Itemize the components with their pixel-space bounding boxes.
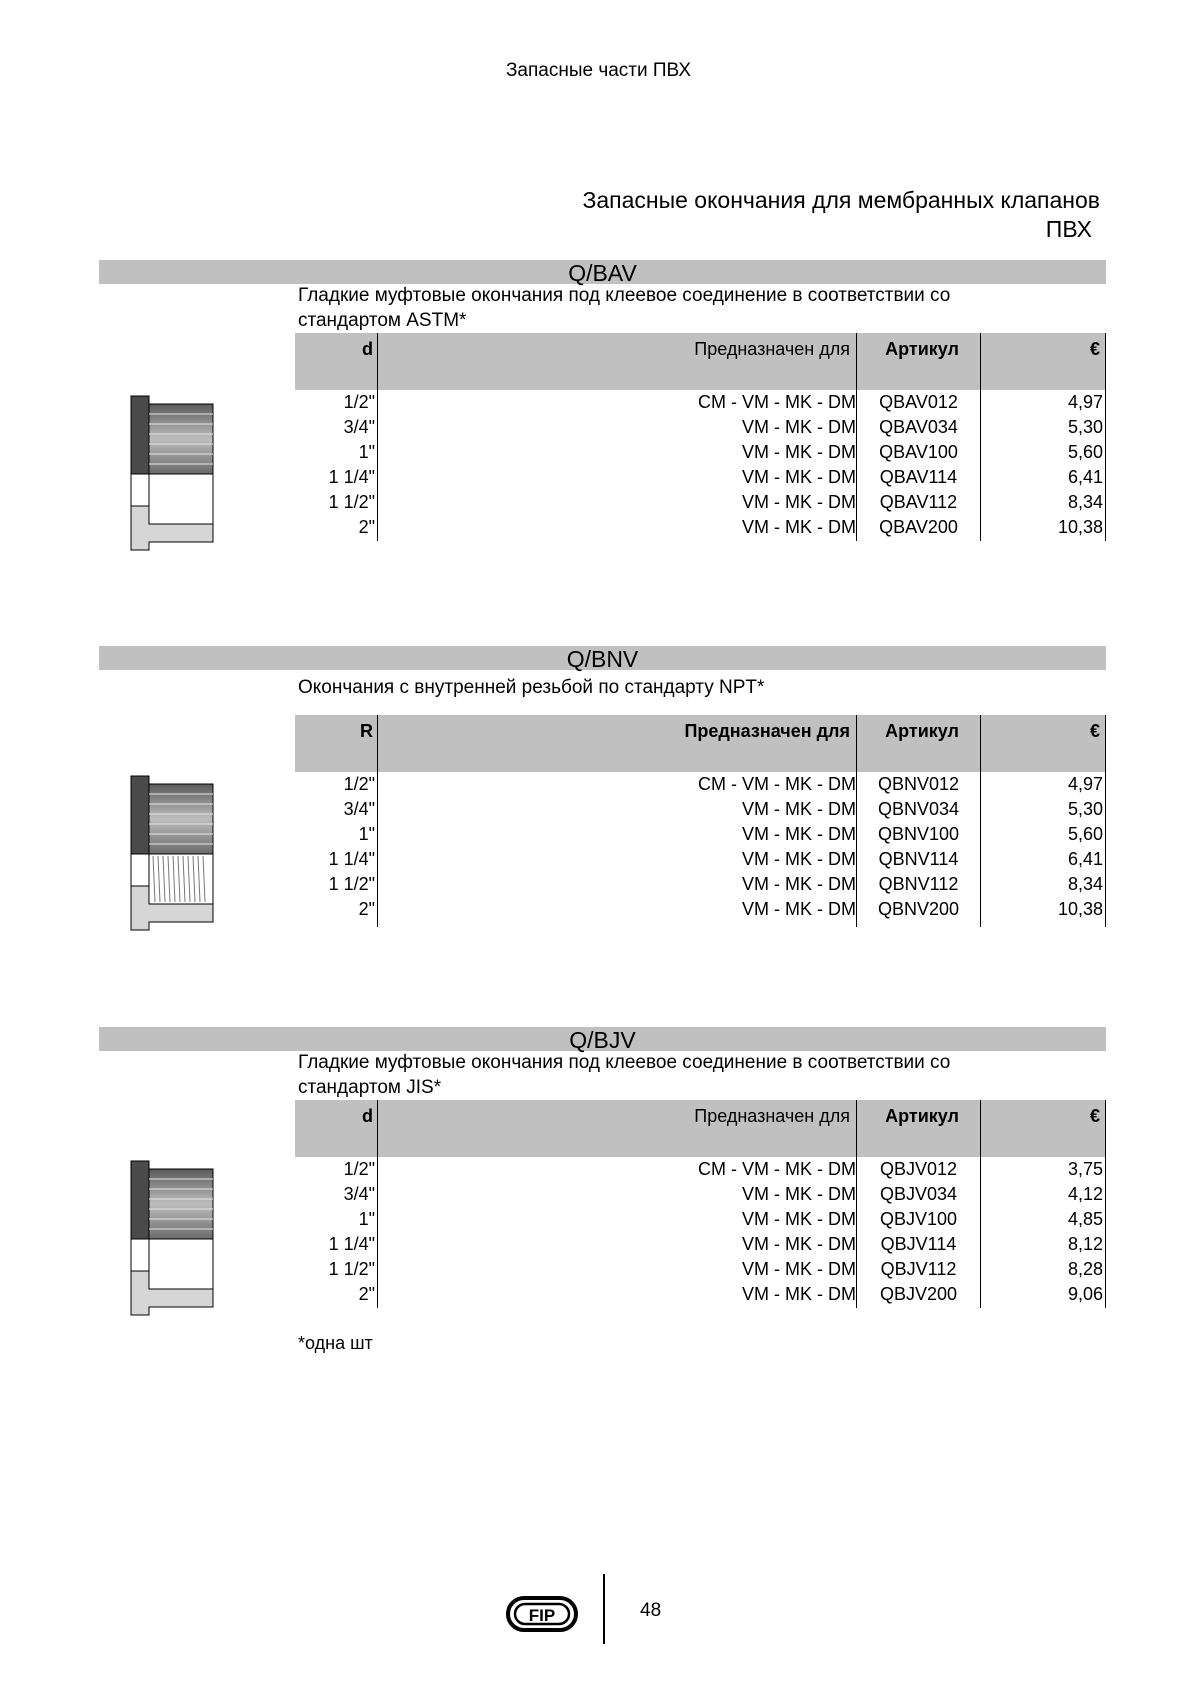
cell-d: 1 1/4": [328, 1234, 375, 1254]
cell-article: QBJV114: [880, 1234, 957, 1254]
cell-d: 1/2": [343, 392, 375, 412]
cell-article: QBNV100: [877, 824, 960, 844]
cell-for: VM - MK - DM: [742, 1234, 856, 1254]
cell-article: QBNV200: [877, 899, 960, 919]
cell-price: 4,97: [1067, 774, 1103, 794]
cell-r: 1 1/4": [328, 849, 375, 869]
header-for: Предназначен для: [694, 1106, 850, 1126]
header-r: R: [360, 721, 373, 741]
cell-for: VM - MK - DM: [742, 874, 856, 894]
description-line-1: Гладкие муфтовые окончания под клеевое соединение в соответствии со: [298, 1052, 951, 1073]
socket-end-drawing: [127, 1159, 217, 1319]
cell-for: CM - VM - MK - DM: [698, 1159, 856, 1179]
cell-price: 3,75: [1067, 1159, 1103, 1179]
section-band: [99, 1027, 1106, 1051]
cell-for: VM - MK - DM: [742, 824, 856, 844]
cell-r: 3/4": [343, 799, 375, 819]
cell-d: 3/4": [343, 417, 375, 437]
cell-for: CM - VM - MK - DM: [698, 774, 856, 794]
cell-price: 4,12: [1067, 1184, 1103, 1204]
description-line-2: стандартом ASTM*: [298, 310, 467, 331]
cell-for: VM - MK - DM: [742, 517, 856, 537]
cell-r: 1/2": [343, 774, 375, 794]
cell-price: 5,60: [1067, 824, 1103, 844]
table-header: [295, 715, 1106, 772]
cell-d: 2": [358, 517, 375, 537]
cell-for: VM - MK - DM: [742, 899, 856, 919]
cell-r: 1": [358, 824, 375, 844]
cell-d: 2": [358, 1284, 375, 1304]
cell-price: 6,41: [1067, 467, 1103, 487]
cell-article: QBAV112: [879, 492, 958, 512]
cell-d: 1": [358, 1209, 375, 1229]
cell-d: 1 1/2": [328, 1259, 375, 1279]
header-for: Предназначен для: [684, 721, 850, 741]
cell-price: 8,34: [1067, 874, 1103, 894]
header-price: €: [1089, 1106, 1100, 1126]
page-number: 48: [640, 1600, 662, 1621]
cell-for: VM - MK - DM: [742, 849, 856, 869]
section-code: Q/BAV: [568, 260, 637, 286]
cell-price: 10,38: [1057, 517, 1103, 537]
threaded-end-drawing: [127, 774, 217, 934]
cell-d: 3/4": [343, 1184, 375, 1204]
cell-article: QBAV200: [879, 517, 958, 537]
cell-article: QBNV114: [878, 849, 959, 869]
cell-for: VM - MK - DM: [742, 1184, 856, 1204]
cell-article: QBAV100: [879, 442, 958, 462]
cell-for: VM - MK - DM: [742, 492, 856, 512]
header-for: Предназначен для: [694, 339, 850, 359]
footnote: *одна шт: [298, 1333, 373, 1353]
cell-for: VM - MK - DM: [742, 1259, 856, 1279]
cell-d: 1 1/2": [328, 492, 375, 512]
socket-end-drawing: [127, 394, 217, 554]
cell-price: 4,97: [1067, 392, 1103, 412]
cell-d: 1": [358, 442, 375, 462]
cell-for: VM - MK - DM: [742, 1209, 856, 1229]
section-code: Q/BJV: [569, 1027, 636, 1053]
svg-text:FIP: FIP: [528, 1606, 556, 1625]
header-price: €: [1089, 339, 1100, 359]
document-title-line-1: Запасные окончания для мембранных клапанов: [582, 187, 1100, 213]
cell-article: QBJV100: [879, 1209, 958, 1229]
table-header: [295, 1100, 1106, 1157]
cell-article: QBNV112: [878, 874, 959, 894]
cell-d: 1 1/4": [328, 467, 375, 487]
cell-article: QBAV034: [879, 417, 958, 437]
footer-divider: [603, 1574, 605, 1644]
cell-price: 9,06: [1067, 1284, 1103, 1304]
fip-logo: [506, 1594, 578, 1634]
cell-for: VM - MK - DM: [742, 442, 856, 462]
cell-price: 8,12: [1067, 1234, 1103, 1254]
table-header: [295, 333, 1106, 390]
cell-for: VM - MK - DM: [742, 467, 856, 487]
cell-for: VM - MK - DM: [742, 799, 856, 819]
cell-price: 8,28: [1067, 1259, 1103, 1279]
cell-for: VM - MK - DM: [742, 417, 856, 437]
description-line-2: стандартом JIS*: [298, 1077, 442, 1098]
header-d: d: [362, 339, 373, 359]
section-description: [298, 675, 1058, 700]
header-article: Артикул: [885, 721, 959, 741]
cell-article: QBJV012: [879, 1159, 958, 1179]
section-band: [99, 646, 1106, 670]
cell-price: 4,85: [1067, 1209, 1103, 1229]
cell-article: QBNV034: [877, 799, 960, 819]
section-description: [298, 1050, 1058, 1100]
cell-d: 1/2": [343, 1159, 375, 1179]
cell-article: QBAV012: [879, 392, 958, 412]
section-description: [298, 283, 1058, 333]
cell-article: QBJV112: [880, 1259, 957, 1279]
description-line-1: Гладкие муфтовые окончания под клеевое соединение в соответствии со: [298, 285, 951, 306]
header-d: d: [362, 1106, 373, 1126]
cell-for: VM - MK - DM: [742, 1284, 856, 1304]
cell-article: QBAV114: [879, 467, 958, 487]
cell-r: 1 1/2": [328, 874, 375, 894]
cell-price: 8,34: [1067, 492, 1103, 512]
cell-article: QBJV034: [879, 1184, 958, 1204]
cell-price: 6,41: [1067, 849, 1103, 869]
header-article: Артикул: [885, 339, 959, 359]
cell-price: 10,38: [1057, 899, 1103, 919]
cell-price: 5,30: [1067, 799, 1103, 819]
section-code: Q/BNV: [566, 646, 639, 672]
description-line-1: Окончания с внутренней резьбой по стандарту NPT*: [298, 677, 765, 698]
header-price: €: [1089, 721, 1100, 741]
cell-article: QBJV200: [879, 1284, 958, 1304]
section-band: [99, 260, 1106, 284]
cell-for: CM - VM - MK - DM: [698, 392, 856, 412]
cell-r: 2": [358, 899, 375, 919]
document-title-line-2: ПВХ: [1045, 216, 1092, 242]
page-header: Запасные части ПВХ: [505, 60, 692, 81]
cell-article: QBNV012: [877, 774, 960, 794]
document-title: [440, 186, 1100, 244]
cell-price: 5,30: [1067, 417, 1103, 437]
cell-price: 5,60: [1067, 442, 1103, 462]
header-article: Артикул: [885, 1106, 959, 1126]
